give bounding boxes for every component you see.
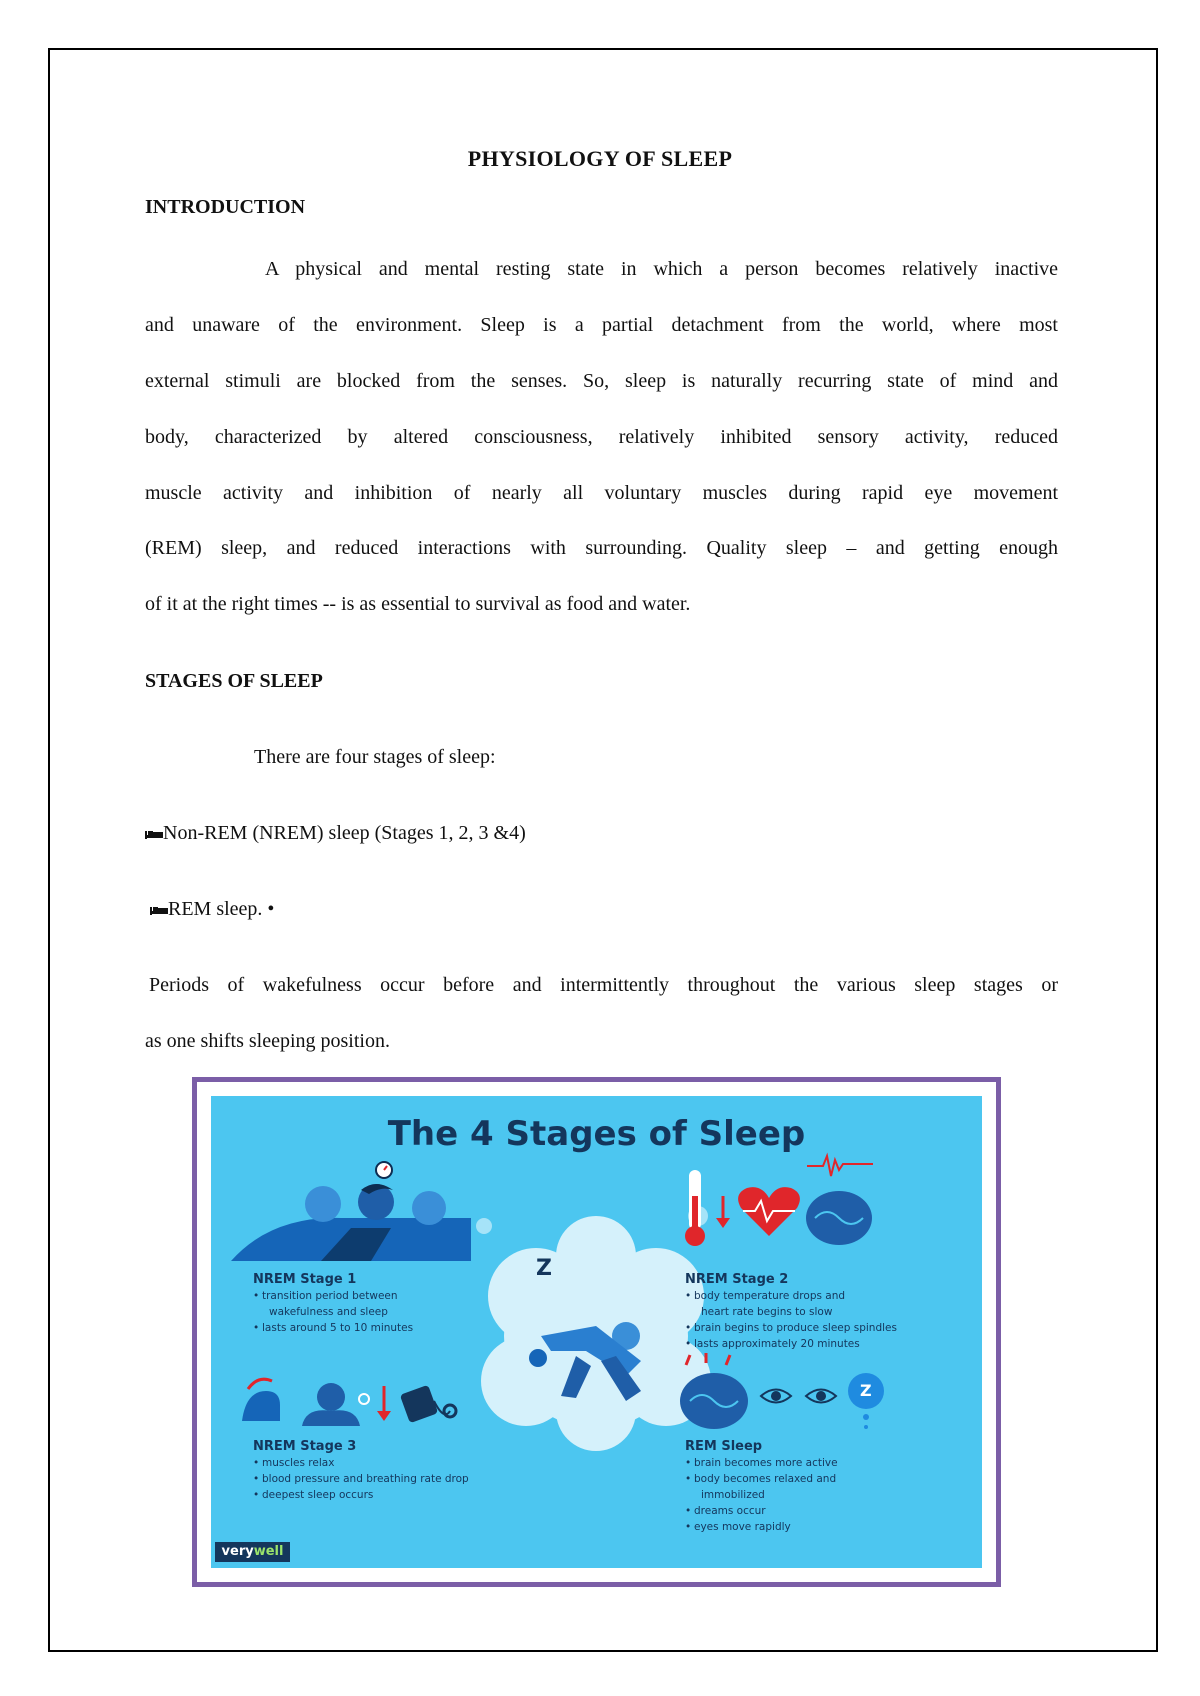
bed-bullet-icon: [150, 904, 168, 916]
sleep-stages-infographic: [192, 1077, 1001, 1587]
rem-title: REM Sleep: [685, 1439, 763, 1454]
infographic-panel: [211, 1096, 982, 1568]
intro-line: body, characterized by altered consciousness, relatively inhibited sensory activity, reduced: [145, 426, 1058, 448]
intro-line: muscle activity and inhibition of nearly all voluntary muscles during rapid eye movement: [145, 482, 1058, 504]
stage3-list: [253, 1455, 469, 1503]
stage2-item: • body temperature drops and: [685, 1288, 897, 1304]
stages-heading: STAGES OF SLEEP: [145, 670, 323, 692]
rem-item: immobilized: [701, 1489, 765, 1501]
stage1-item: • transition period between: [253, 1288, 413, 1304]
brain-waves-icon: [801, 1148, 881, 1258]
intro-line: and unaware of the environment. Sleep is a partial detachment from the world, where most: [145, 314, 1058, 336]
stage2-title: NREM Stage 2: [685, 1272, 789, 1287]
muscle-breathing-pressure-icon: [236, 1371, 466, 1431]
intro-line: of it at the right times -- is as essential to survival as food and water.: [145, 593, 691, 615]
intro-line: A physical and mental resting state in which a person becomes relatively inactive: [265, 258, 1058, 280]
rem-item: • body becomes relaxed and: [685, 1471, 838, 1487]
wakefulness-line: Periods of wakefulness occur before and intermittently throughout the various sleep stages or: [149, 974, 1058, 996]
stage1-item-text: wakefulness and sleep: [269, 1306, 388, 1318]
stages-intro: There are four stages of sleep:: [254, 746, 496, 768]
brand-part1: very: [221, 1544, 254, 1559]
infographic-title: The 4 Stages of Sleep: [387, 1114, 806, 1154]
stage2-item: heart rate begins to slow: [701, 1306, 833, 1318]
stage1-title: NREM Stage 1: [253, 1272, 357, 1287]
intro-line: (REM) sleep, and reduced interactions with surrounding. Quality sleep – and getting enough: [145, 537, 1058, 559]
stage1-list: [253, 1288, 413, 1336]
stage3-item: • deepest sleep occurs: [253, 1487, 469, 1503]
stage3-item: • muscles relax: [253, 1455, 469, 1471]
stage2-item: • brain begins to produce sleep spindles: [685, 1320, 897, 1336]
bullet-nrem-text: Non-REM (NREM) sleep (Stages 1, 2, 3 &4): [163, 822, 526, 844]
intro-line: external stimuli are blocked from the senses. So, sleep is naturally recurring state of mind and: [145, 370, 1058, 392]
stage3-title: NREM Stage 3: [253, 1439, 357, 1454]
verywell-logo: [215, 1542, 290, 1562]
stage1-item: [253, 1304, 413, 1320]
introduction-heading: INTRODUCTION: [145, 196, 306, 218]
rem-item: • dreams occur: [685, 1503, 838, 1519]
stage1-item: • lasts around 5 to 10 minutes: [253, 1320, 413, 1336]
bed-bullet-icon: [145, 828, 163, 840]
rem-item: • eyes move rapidly: [685, 1519, 838, 1535]
document-title: PHYSIOLOGY OF SLEEP: [467, 146, 733, 171]
badge-z-letter: Z: [860, 1381, 872, 1400]
rem-item: • brain becomes more active: [685, 1455, 838, 1471]
rem-brain-eyes-icon: [676, 1351, 886, 1436]
wakefulness-line: as one shifts sleeping position.: [145, 1030, 390, 1052]
stage2-item: • lasts approximately 20 minutes: [685, 1336, 897, 1352]
cloud-z-letter: Z: [536, 1256, 552, 1281]
bullet-rem-text: REM sleep. •: [168, 898, 275, 920]
rem-list: [685, 1455, 838, 1535]
bullet-rem: [150, 898, 274, 921]
sleeping-people-icon: [231, 1156, 471, 1266]
stage2-list: [685, 1288, 897, 1352]
bullet-nrem: [145, 822, 526, 845]
stage3-item: • blood pressure and breathing rate drop: [253, 1471, 469, 1487]
brand-part2: well: [253, 1544, 284, 1559]
